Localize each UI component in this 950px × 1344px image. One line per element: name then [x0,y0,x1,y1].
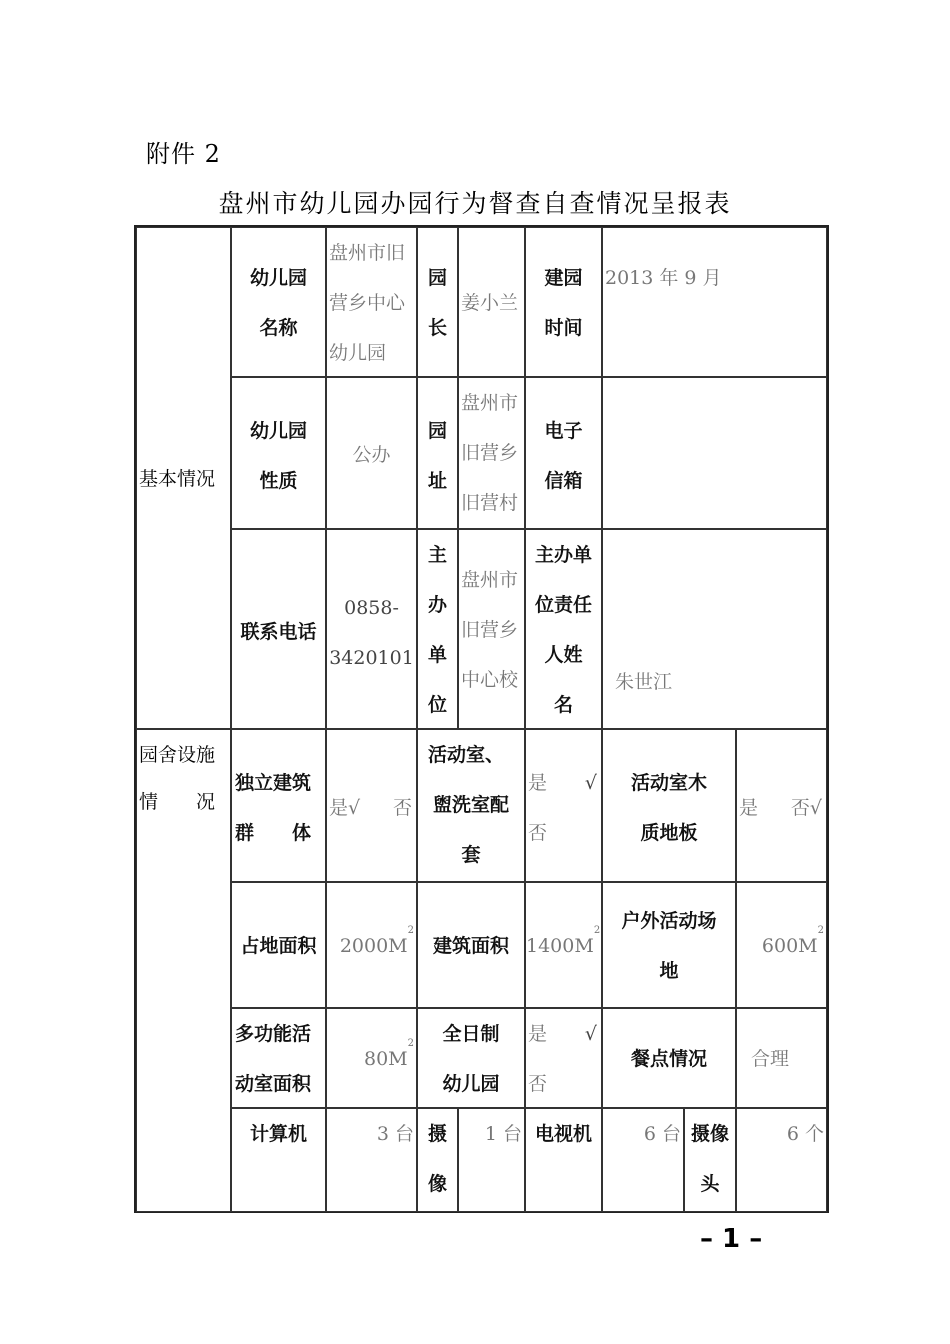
meal-value: 合理 [736,1008,827,1108]
wood-floor-value: 是 否√ [736,729,827,882]
tv-label: 电视机 [525,1108,602,1212]
sponsor-person-value: 朱世江 [602,529,827,729]
email-label: 电子 信箱 [525,377,602,529]
full-day-label: 全日制 幼儿园 [417,1008,525,1108]
camera-label-2: 摄像 头 [684,1108,736,1212]
land-area-value: $2000M^2$ [326,882,417,1008]
email-value [602,377,827,529]
section-facilities: 园舍设施 情 况 [136,729,231,1212]
attachment-label: 附件 2 [146,140,221,168]
director-label: 园 长 [417,227,458,377]
address-label: 园 址 [417,377,458,529]
multi-room-label: 多功能活 动室面积 [231,1008,326,1108]
kindergarten-name-value: 盘州市旧 营乡中心 幼儿园 [326,227,417,377]
nature-label: 幼儿园 性质 [231,377,326,529]
sponsor-value: 盘州市 旧营乡 中心校 [458,529,525,729]
activity-room-value: 是 √ 否 [525,729,602,882]
activity-room-label: 活动室、 盥洗室配 套 [417,729,525,882]
outdoor-area-value: $600M^2$ [736,882,827,1008]
director-value: 姜小兰 [458,227,525,377]
sponsor-label: 主 办 单 位 [417,529,458,729]
land-area-label: 占地面积 [231,882,326,1008]
computer-value: 3 台 [326,1108,417,1212]
camera-value-2: 6 个 [736,1108,827,1212]
camera-value-1: 1 台 [458,1108,525,1212]
nature-value: 公办 [326,377,417,529]
kindergarten-name-label: 幼儿园 名称 [231,227,326,377]
founded-value: 2013 年 9 月 [602,227,827,377]
section-basic: 基本情况 [136,227,231,729]
page-number: – 1 – [700,1224,763,1254]
building-area-label: 建筑面积 [417,882,525,1008]
phone-label: 联系电话 [231,529,326,729]
phone-value: 0858- 3420101 [326,529,417,729]
outdoor-area-label: 户外活动场 地 [602,882,736,1008]
meal-label: 餐点情况 [602,1008,736,1108]
full-day-value: 是 √ 否 [525,1008,602,1108]
multi-room-value: $80M^2$ [326,1008,417,1108]
address-value: 盘州市 旧营乡 旧营村 [458,377,525,529]
camera-label-1: 摄 像 [417,1108,458,1212]
wood-floor-label: 活动室木 质地板 [602,729,736,882]
computer-label: 计算机 [231,1108,326,1212]
founded-label: 建园 时间 [525,227,602,377]
independent-building-value: 是√ 否 [326,729,417,882]
tv-value: 6 台 [602,1108,684,1212]
sponsor-person-label: 主办单 位责任 人姓 名 [525,529,602,729]
document-title: 盘州市幼儿园办园行为督查自查情况呈报表 [218,189,732,218]
building-area-value: $1400M^2$ [525,882,602,1008]
independent-building-label: 独立建筑 群 体 [231,729,326,882]
